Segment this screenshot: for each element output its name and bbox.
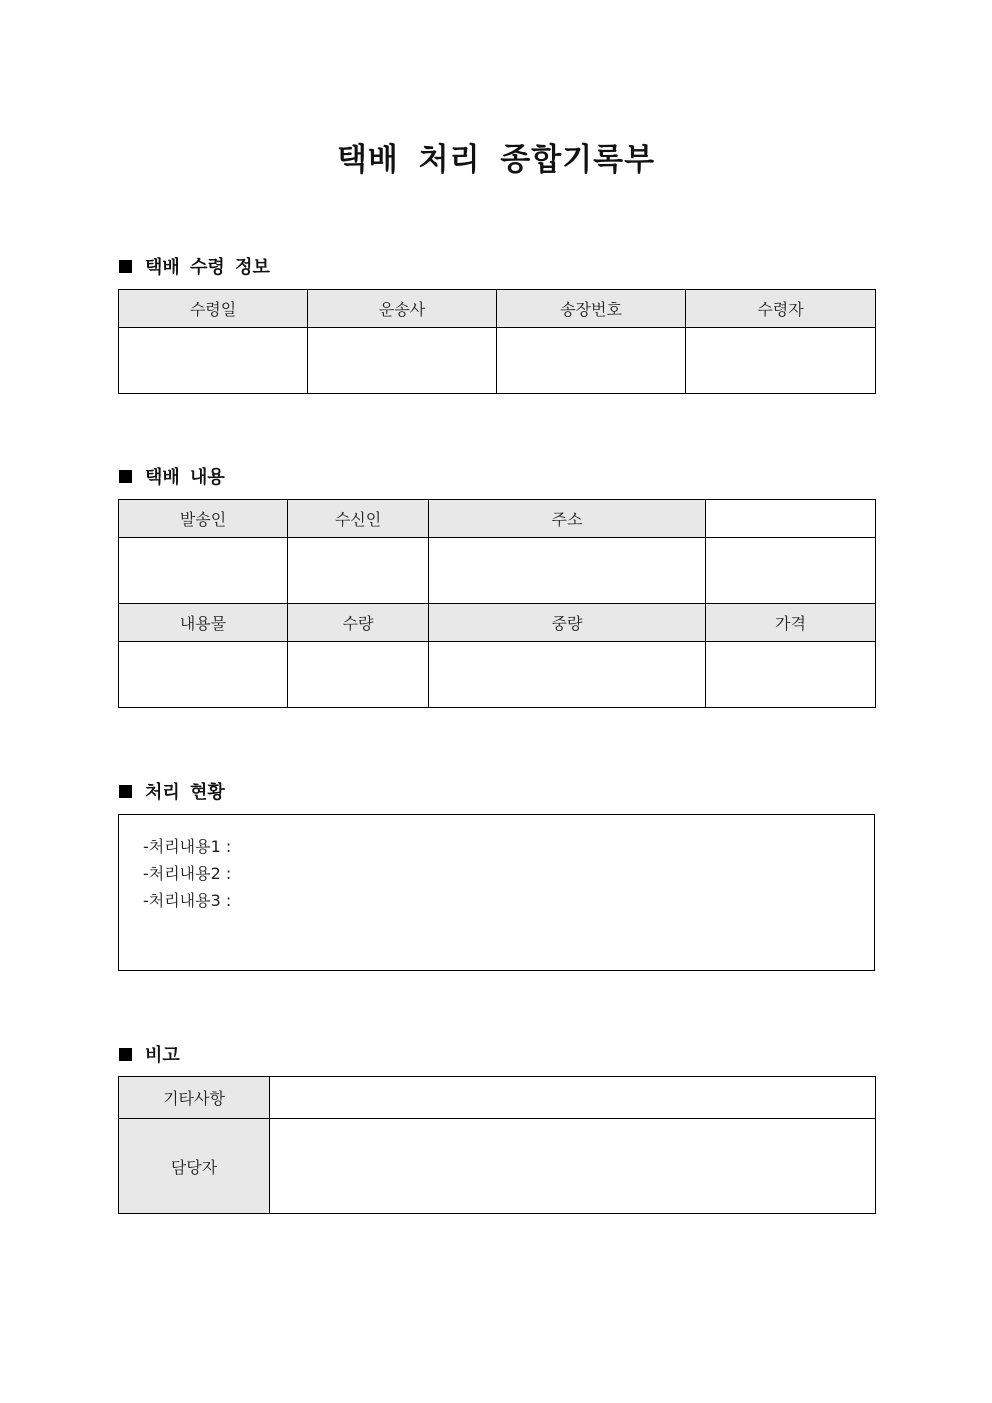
received-date-field[interactable] bbox=[119, 328, 308, 394]
parcel-content-table bbox=[118, 499, 876, 708]
contents-header: 내용물 bbox=[119, 604, 288, 642]
sender-field[interactable] bbox=[119, 538, 288, 604]
received-date-header: 수령일 bbox=[119, 290, 308, 328]
content-section-heading bbox=[119, 463, 225, 489]
receipt-value-row bbox=[119, 328, 876, 394]
recipient-header: 수령자 bbox=[686, 290, 876, 328]
receipt-section-heading bbox=[119, 253, 270, 279]
content-section-title: 택배 내용 bbox=[145, 467, 225, 488]
weight-header: 중량 bbox=[429, 604, 706, 642]
document-title: 택배 처리 종합기록부 bbox=[336, 142, 656, 178]
square-bullet-icon bbox=[119, 785, 132, 798]
other-notes-row bbox=[119, 1077, 876, 1119]
remarks-section-title: 비고 bbox=[145, 1045, 180, 1066]
sender-header: 발송인 bbox=[119, 500, 288, 538]
price-field[interactable] bbox=[706, 642, 876, 708]
quantity-header: 수량 bbox=[288, 604, 429, 642]
blank-header-cell[interactable] bbox=[706, 500, 876, 538]
other-notes-field[interactable] bbox=[270, 1077, 876, 1119]
square-bullet-icon bbox=[119, 1048, 132, 1061]
tracking-number-header: 송장번호 bbox=[497, 290, 686, 328]
quantity-field[interactable] bbox=[288, 642, 429, 708]
square-bullet-icon bbox=[119, 260, 132, 273]
processing-line-3: -처리내용3 : bbox=[143, 891, 232, 910]
processing-line-1: -처리내용1 : bbox=[143, 837, 232, 856]
carrier-field[interactable] bbox=[308, 328, 497, 394]
remarks-table bbox=[118, 1076, 876, 1214]
status-section-title: 처리 현황 bbox=[145, 782, 225, 803]
receipt-section-title: 택배 수령 정보 bbox=[145, 257, 270, 278]
item-value-row bbox=[119, 642, 876, 708]
extra-field[interactable] bbox=[706, 538, 876, 604]
remarks-section-heading bbox=[119, 1041, 180, 1067]
recipient-field[interactable] bbox=[686, 328, 876, 394]
address-field[interactable] bbox=[429, 538, 706, 604]
processing-line-2: -처리내용2 : bbox=[143, 864, 232, 883]
person-in-charge-field[interactable] bbox=[270, 1119, 876, 1214]
address-header: 주소 bbox=[429, 500, 706, 538]
price-header: 가격 bbox=[706, 604, 876, 642]
weight-field[interactable] bbox=[429, 642, 706, 708]
processing-status-box[interactable] bbox=[118, 814, 875, 971]
item-header-row bbox=[119, 604, 876, 642]
carrier-header: 운송사 bbox=[308, 290, 497, 328]
other-notes-label: 기타사항 bbox=[119, 1077, 270, 1119]
receipt-info-table bbox=[118, 289, 876, 394]
square-bullet-icon bbox=[119, 470, 132, 483]
receipt-header-row bbox=[119, 290, 876, 328]
sender-header-row bbox=[119, 500, 876, 538]
tracking-number-field[interactable] bbox=[497, 328, 686, 394]
sender-value-row bbox=[119, 538, 876, 604]
receiver-header: 수신인 bbox=[288, 500, 429, 538]
person-in-charge-label: 담당자 bbox=[119, 1119, 270, 1214]
status-section-heading bbox=[119, 778, 225, 804]
receiver-field[interactable] bbox=[288, 538, 429, 604]
contents-field[interactable] bbox=[119, 642, 288, 708]
person-in-charge-row bbox=[119, 1119, 876, 1214]
processing-status-lines bbox=[143, 833, 231, 914]
